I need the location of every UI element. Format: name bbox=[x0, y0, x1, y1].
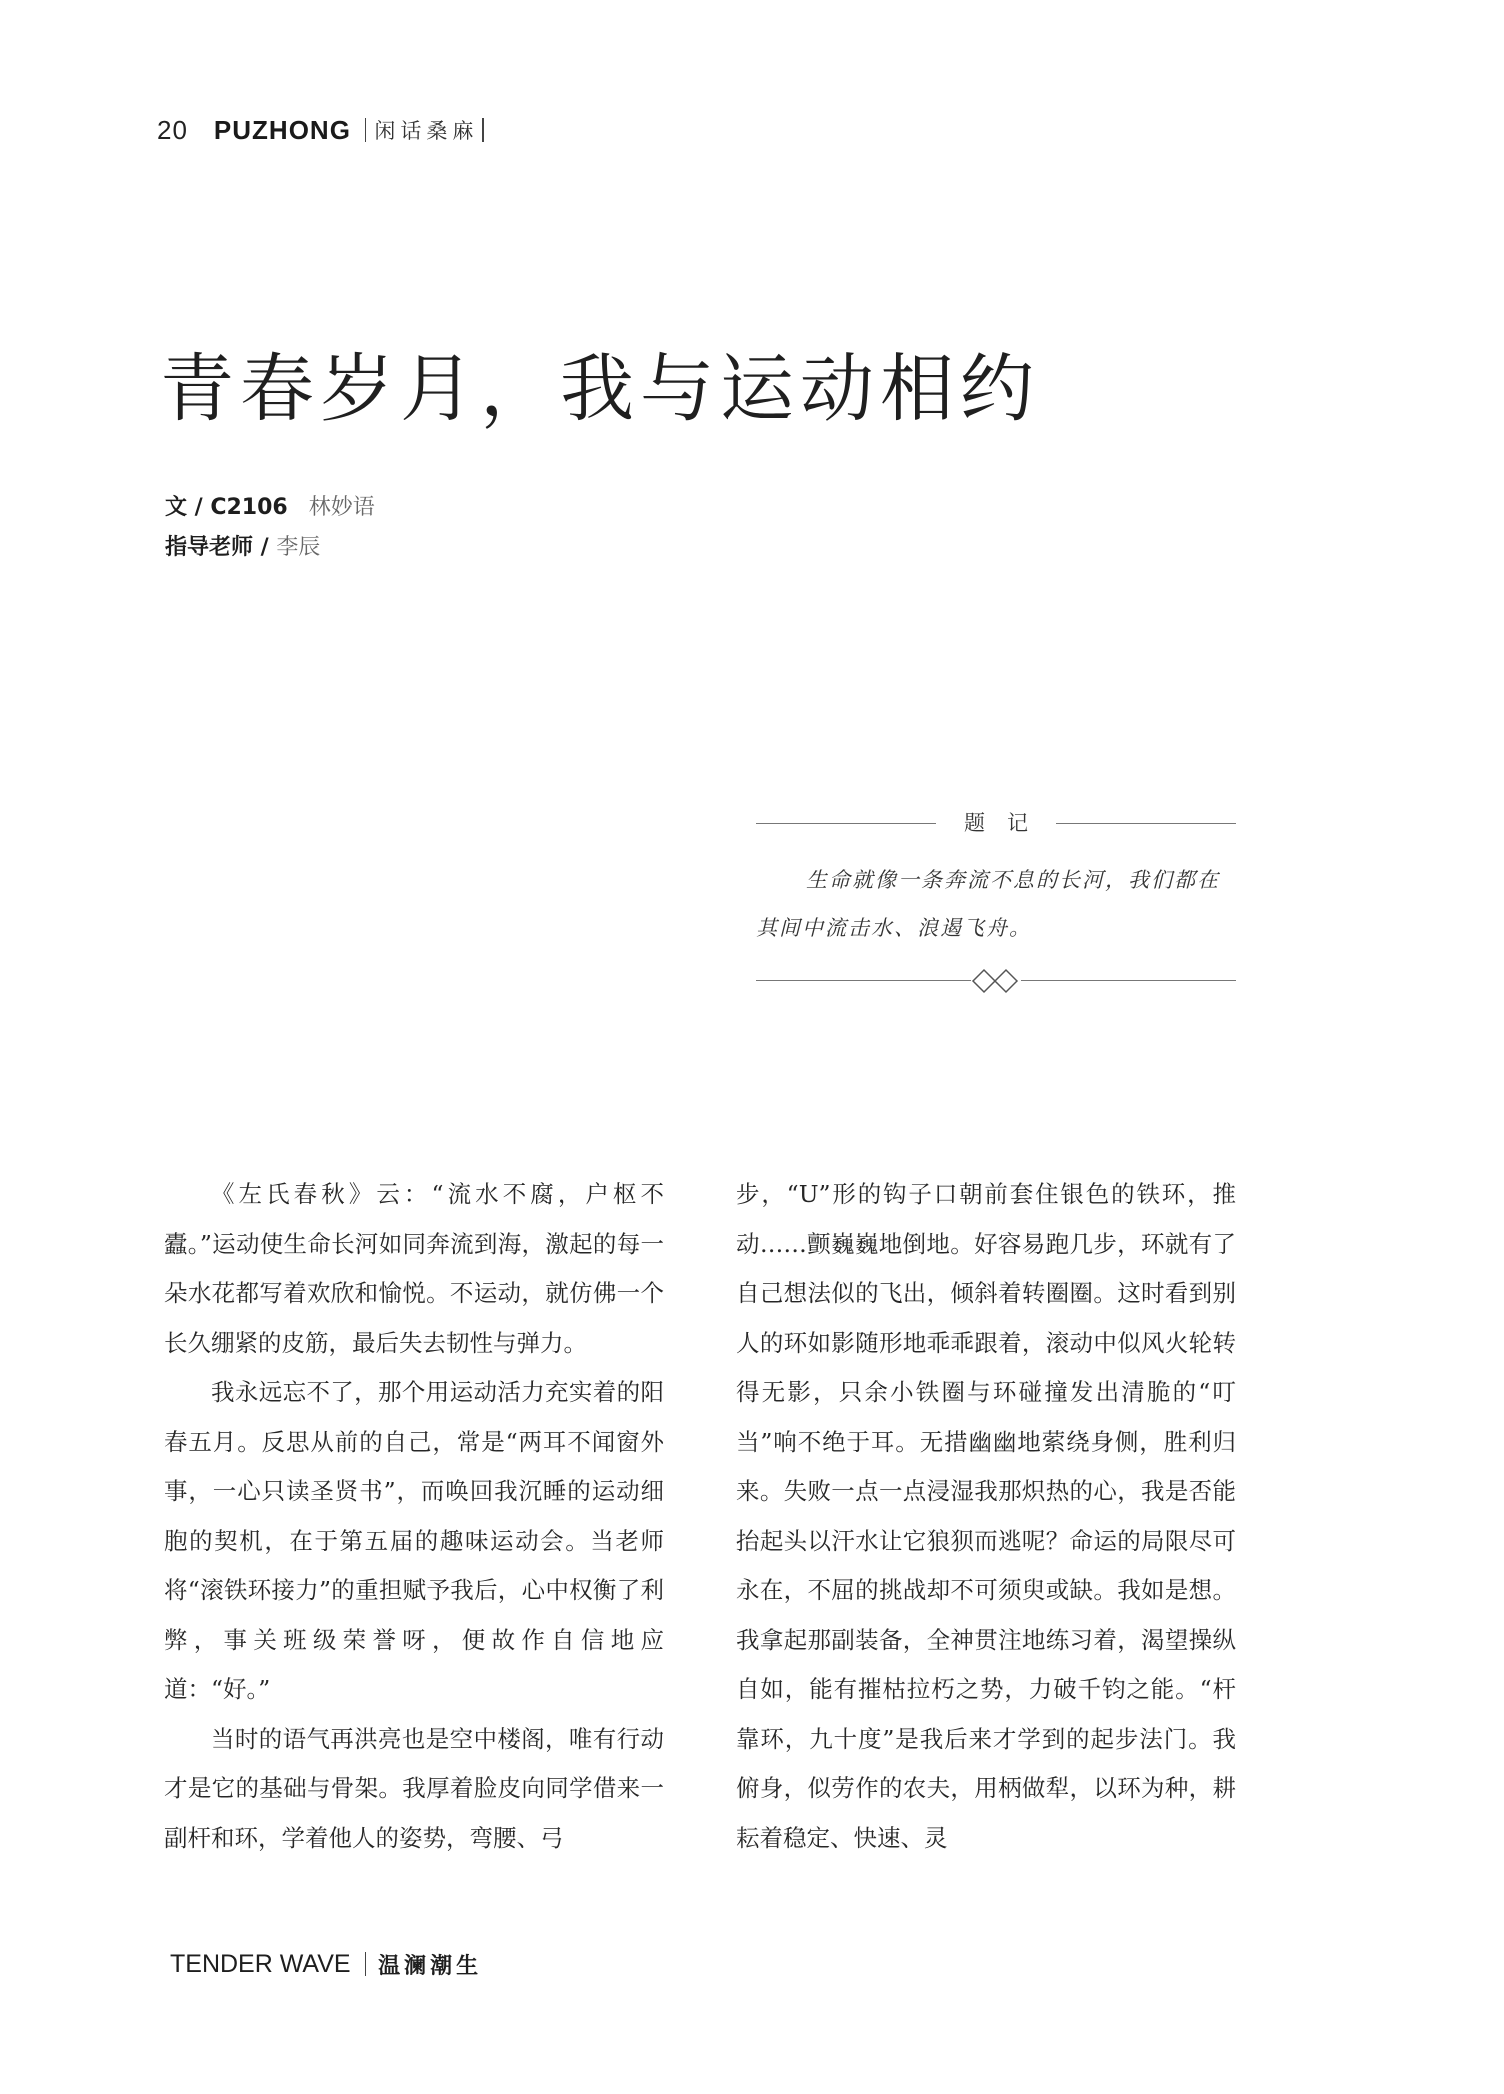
footer-divider bbox=[365, 1952, 367, 1976]
article-title: 青春岁月，我与运动相约 bbox=[160, 346, 1040, 432]
page-number: 20 bbox=[157, 114, 188, 145]
column-name: 闲话桑麻 bbox=[374, 119, 479, 143]
header-divider bbox=[365, 118, 367, 142]
body-column-left bbox=[164, 1170, 664, 1863]
byline bbox=[165, 488, 375, 568]
inscription-text: 生命就像一条奔流不息的长河，我们都在其间中流击水、浪遏飞舟。 bbox=[756, 868, 1220, 940]
rule-line bbox=[1021, 980, 1236, 981]
paragraph: 我永远忘不了，那个用运动活力充实着的阳春五月。反思从前的自己，常是“两耳不闻窗外事，一心只读圣贤书”，而唤回我沉睡的运动细胞的契机，在于第五届的趣味运动会。当老师将“滚铁环接力”的重担赋予我后，心中权衡了利弊，事关班级荣誉呀，便故作自信地应道：“好。” bbox=[164, 1378, 664, 1703]
paragraph: 步，“U”形的钩子口朝前套住银色的铁环，推动……颤巍巍地倒地。好容易跑几步，环就有了自己想法似的飞出，倾斜着转圈圈。这时看到别人的环如影随形地乖乖跟着，滚动中似风火轮转得无影，只余小铁圈与环碰撞发出清脆的“叮当”响不绝于耳。无措幽幽地萦绕身侧，胜利归来。失败一点一点浸湿我那炽热的心，我是否能抬起头以汗水让它狼狈而逃呢？命运的局限尽可永在，不屈的挑战却不可须臾或缺。我如是想。我拿起那副装备，全神贯注地练习着，渴望操纵自如，能有摧枯拉朽之势，力破千钧之能。“杆靠环，九十度”是我后来才学到的起步法门。我俯身，似劳作的农夫，用柄做犁，以环为种，耕耘着稳定、快速、灵 bbox=[736, 1180, 1236, 1852]
inscription-box bbox=[756, 808, 1236, 994]
teacher-label: 指导老师 / bbox=[165, 535, 277, 560]
running-header bbox=[157, 110, 492, 150]
rule-line bbox=[756, 980, 971, 981]
double-diamond-icon bbox=[971, 968, 1021, 994]
header-divider bbox=[482, 118, 484, 142]
footer-section-chinese: 温澜潮生 bbox=[378, 1953, 483, 1979]
paragraph: 当时的语气再洪亮也是空中楼阁，唯有行动才是它的基础与骨架。我厚着脸皮向同学借来一副杆和环，学着他人的姿势，弯腰、弓 bbox=[164, 1724, 664, 1852]
author-name: 林妙语 bbox=[308, 495, 375, 520]
inscription-top-rule bbox=[756, 808, 1236, 838]
author-label: 文 / C2106 bbox=[165, 495, 288, 520]
inscription-heading: 题记 bbox=[964, 811, 1050, 835]
magazine-name: PUZHONG bbox=[213, 114, 351, 145]
author-line bbox=[165, 488, 375, 528]
teacher-name: 李辰 bbox=[276, 535, 321, 560]
rule-line bbox=[1056, 823, 1236, 824]
running-footer bbox=[170, 1947, 482, 1981]
teacher-line bbox=[165, 528, 375, 568]
footer-section-english: TENDER WAVE bbox=[170, 1949, 351, 1978]
body-column-right bbox=[736, 1170, 1236, 1863]
paragraph: 《左氏春秋》云：“流水不腐，户枢不蠹。”运动使生命长河如同奔流到海，激起的每一朵水花都写着欢欣和愉悦。不运动，就仿佛一个长久绷紧的皮筋，最后失去韧性与弹力。 bbox=[164, 1180, 664, 1357]
inscription-bottom-rule bbox=[756, 968, 1236, 994]
